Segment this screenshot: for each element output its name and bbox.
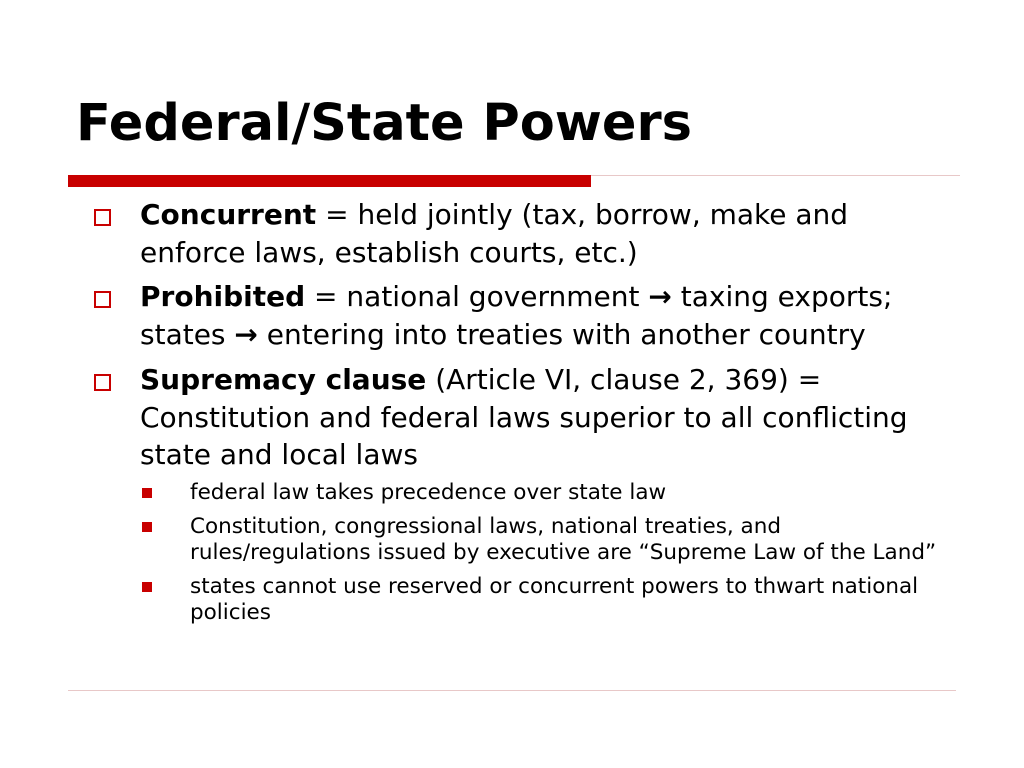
footer-rule [68, 690, 956, 691]
subbullet-text: Constitution, congressional laws, national treaties, and rules/regulations issued by executive are “Supreme Law of the Land” [190, 513, 937, 565]
hollow-square-bullet-icon [94, 291, 111, 308]
subbullet-item [90, 574, 950, 626]
subbullet-item [90, 514, 950, 566]
title-underline-thick [68, 175, 591, 187]
filled-square-bullet-icon [142, 522, 152, 532]
title-underline-thin [591, 175, 960, 176]
filled-square-bullet-icon [142, 488, 152, 498]
bullet-term: Supremacy clause [140, 363, 427, 396]
right-arrow-icon: → [234, 317, 258, 351]
slide-title: Federal/State Powers [76, 94, 693, 153]
subbullet-text: states cannot use reserved or concurrent powers to thwart national policies [190, 573, 919, 625]
bullet-text: (Article VI, clause 2, 369) = Constitution and federal laws superior to all conflicting state and local laws [140, 363, 908, 471]
hollow-square-bullet-icon [94, 374, 111, 391]
bullet-concurrent [90, 196, 950, 271]
subbullet-text: federal law takes precedence over state law [190, 479, 667, 505]
bullet-term: Concurrent [140, 198, 317, 231]
bullet-list [90, 196, 950, 626]
bullet-text: taxing exports; states [140, 280, 893, 351]
bullet-supremacy-clause [90, 361, 950, 474]
filled-square-bullet-icon [142, 582, 152, 592]
bullet-term: Prohibited [140, 280, 306, 313]
bullet-text: = held jointly (tax, borrow, make and enforce laws, establish courts, etc.) [140, 198, 849, 269]
bullet-text: entering into treaties with another country [257, 317, 866, 351]
subbullet-item [90, 480, 950, 506]
bullet-prohibited [90, 278, 950, 353]
hollow-square-bullet-icon [94, 209, 111, 226]
bullet-text: = national government [305, 280, 649, 313]
right-arrow-icon: → [648, 280, 672, 313]
